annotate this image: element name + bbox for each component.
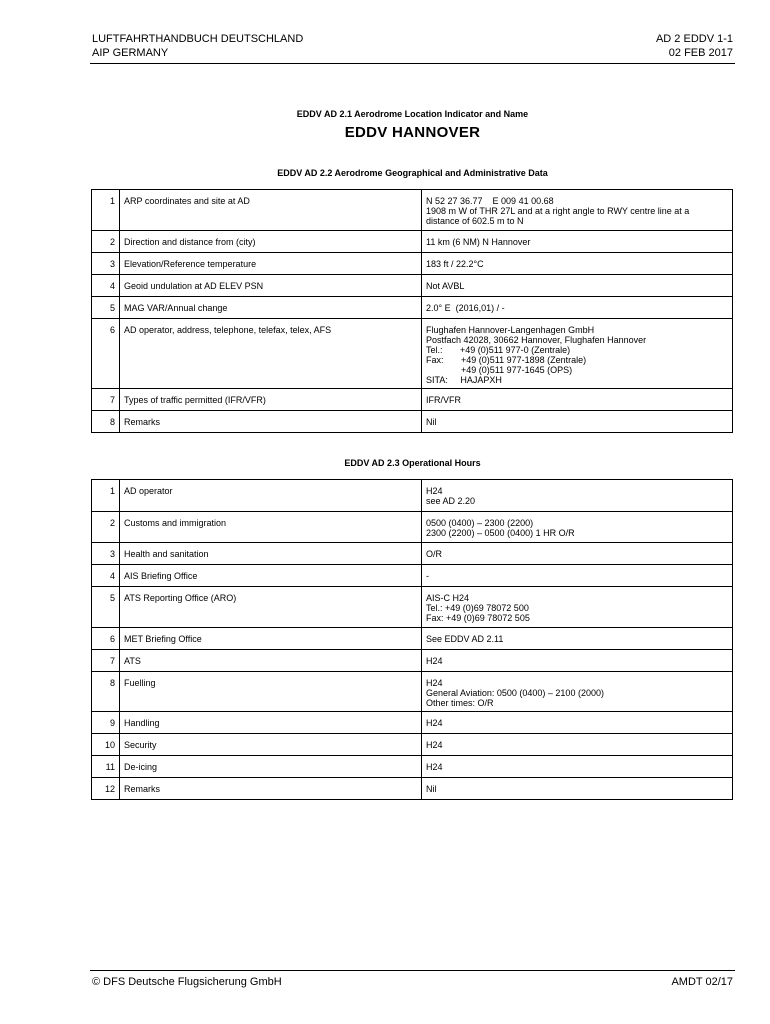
publication-title: LUFTFAHRTHANDBUCH DEUTSCHLAND [92, 33, 304, 45]
table-row [92, 587, 733, 628]
row-number: 7 [92, 650, 120, 672]
value-line: 1908 m W of THR 27L and at a right angle to RWY centre line at a [426, 206, 690, 216]
row-number: 5 [92, 587, 120, 628]
table-row [92, 778, 733, 800]
effective-date: 02 FEB 2017 [668, 47, 733, 59]
table-row [92, 512, 733, 543]
row-label: ARP coordinates and site at AD [120, 190, 422, 231]
value-line: Postfach 42028, 30662 Hannover, Flughafen Hannover [426, 335, 647, 345]
table-row [92, 319, 733, 389]
row-label: MAG VAR/Annual change [120, 297, 422, 319]
footer-divider [90, 970, 735, 971]
value-line: IFR/VFR [426, 395, 461, 405]
value-line: H24 [426, 718, 443, 728]
row-label: Elevation/Reference temperature [120, 253, 422, 275]
row-label: AD operator, address, telephone, telefax, telex, AFS [120, 319, 422, 389]
row-number: 9 [92, 712, 120, 734]
value-line: 0500 (0400) – 2300 (2200) [426, 518, 534, 528]
table-row [92, 672, 733, 712]
section-22-title: EDDV AD 2.2 Aerodrome Geographical and Administrative Data [277, 168, 548, 178]
table-row [92, 543, 733, 565]
row-value [422, 253, 733, 275]
section-23-title: EDDV AD 2.3 Operational Hours [344, 458, 481, 468]
table-row [92, 231, 733, 253]
value-line: see AD 2.20 [426, 496, 476, 506]
table-row [92, 190, 733, 231]
row-label: Customs and immigration [120, 512, 422, 543]
value-line: 2300 (2200) – 0500 (0400) 1 HR O/R [426, 528, 575, 538]
value-line: H24 [426, 762, 443, 772]
table-row [92, 411, 733, 433]
page-reference: AD 2 EDDV 1-1 [655, 33, 733, 45]
table-row [92, 628, 733, 650]
row-value [422, 672, 733, 712]
table-row [92, 480, 733, 512]
value-line: AIS-C H24 [426, 593, 470, 603]
row-value [422, 712, 733, 734]
table-row [92, 297, 733, 319]
value-line: Nil [426, 784, 437, 794]
row-value [422, 650, 733, 672]
row-value [422, 628, 733, 650]
table-row [92, 253, 733, 275]
row-label: Handling [120, 712, 422, 734]
row-value [422, 543, 733, 565]
table-row [92, 712, 733, 734]
row-number: 4 [92, 565, 120, 587]
value-line: O/R [426, 549, 443, 559]
value-line: Fax: +49 (0)511 977-1898 (Zentrale) [426, 355, 587, 365]
operational-hours-table [91, 479, 733, 800]
row-number: 1 [92, 190, 120, 231]
row-number: 5 [92, 297, 120, 319]
row-value [422, 411, 733, 433]
value-line: 11 km (6 NM) N Hannover [426, 237, 531, 247]
row-label: ATS Reporting Office (ARO) [120, 587, 422, 628]
value-line: 2.0° E (2016,01) / - [426, 303, 505, 313]
value-line: See EDDV AD 2.11 [426, 634, 504, 644]
row-label: MET Briefing Office [120, 628, 422, 650]
row-label: Direction and distance from (city) [120, 231, 422, 253]
amendment-number: AMDT 02/17 [671, 976, 733, 988]
row-number: 7 [92, 389, 120, 411]
value-line: H24 [426, 740, 443, 750]
value-line: H24 [426, 486, 443, 496]
value-line: Other times: O/R [426, 698, 494, 708]
value-line: H24 [426, 656, 443, 666]
row-number: 12 [92, 778, 120, 800]
publication-subtitle: AIP GERMANY [92, 47, 169, 59]
row-value [422, 756, 733, 778]
row-value [422, 190, 733, 231]
row-value [422, 297, 733, 319]
value-line: Not AVBL [426, 281, 465, 291]
row-number: 1 [92, 480, 120, 512]
value-line: distance of 602.5 m to N [426, 216, 524, 226]
header-left [92, 32, 303, 60]
value-line: Flughafen Hannover-Langenhagen GmbH [426, 325, 595, 335]
value-line: 183 ft / 22.2°C [426, 259, 484, 269]
value-line: - [426, 571, 429, 581]
row-number: 3 [92, 543, 120, 565]
row-label: Remarks [120, 411, 422, 433]
value-line: N 52 27 36.77 E 009 41 00.68 [426, 196, 554, 206]
row-label: De-icing [120, 756, 422, 778]
row-label: Types of traffic permitted (IFR/VFR) [120, 389, 422, 411]
row-value [422, 587, 733, 628]
table-row [92, 389, 733, 411]
row-label: Remarks [120, 778, 422, 800]
value-line: General Aviation: 0500 (0400) – 2100 (2000) [426, 688, 604, 698]
row-number: 8 [92, 672, 120, 712]
value-line: Nil [426, 417, 437, 427]
value-line: +49 (0)511 977-1645 (OPS) [426, 365, 573, 375]
row-number: 8 [92, 411, 120, 433]
row-value [422, 231, 733, 253]
row-value [422, 389, 733, 411]
row-label: Geoid undulation at AD ELEV PSN [120, 275, 422, 297]
row-label: Health and sanitation [120, 543, 422, 565]
row-value [422, 734, 733, 756]
row-label: ATS [120, 650, 422, 672]
row-number: 4 [92, 275, 120, 297]
table-row [92, 756, 733, 778]
value-line: SITA: HAJAPXH [426, 375, 502, 385]
table-row [92, 565, 733, 587]
row-value [422, 480, 733, 512]
row-number: 11 [92, 756, 120, 778]
row-number: 2 [92, 512, 120, 543]
row-number: 2 [92, 231, 120, 253]
aerodrome-data-table [91, 189, 733, 433]
header-right [656, 32, 733, 60]
table-row [92, 734, 733, 756]
section-21-title: EDDV AD 2.1 Aerodrome Location Indicator and Name [296, 109, 529, 119]
row-label: Security [120, 734, 422, 756]
row-number: 6 [92, 319, 120, 389]
row-value [422, 565, 733, 587]
row-value [422, 778, 733, 800]
aerodrome-name: EDDV HANNOVER [344, 124, 481, 141]
row-value [422, 275, 733, 297]
row-value [422, 319, 733, 389]
table-row [92, 650, 733, 672]
row-label: Fuelling [120, 672, 422, 712]
value-line: H24 [426, 678, 443, 688]
header-divider [90, 63, 735, 64]
value-line: Fax: +49 (0)69 78072 505 [426, 613, 530, 623]
value-line: Tel.: +49 (0)69 78072 500 [426, 603, 529, 613]
row-label: AIS Briefing Office [120, 565, 422, 587]
copyright-notice: © DFS Deutsche Flugsicherung GmbH [92, 976, 282, 988]
row-label: AD operator [120, 480, 422, 512]
row-value [422, 512, 733, 543]
row-number: 6 [92, 628, 120, 650]
row-number: 10 [92, 734, 120, 756]
table-row [92, 275, 733, 297]
row-number: 3 [92, 253, 120, 275]
value-line: Tel.: +49 (0)511 977-0 (Zentrale) [426, 345, 571, 355]
